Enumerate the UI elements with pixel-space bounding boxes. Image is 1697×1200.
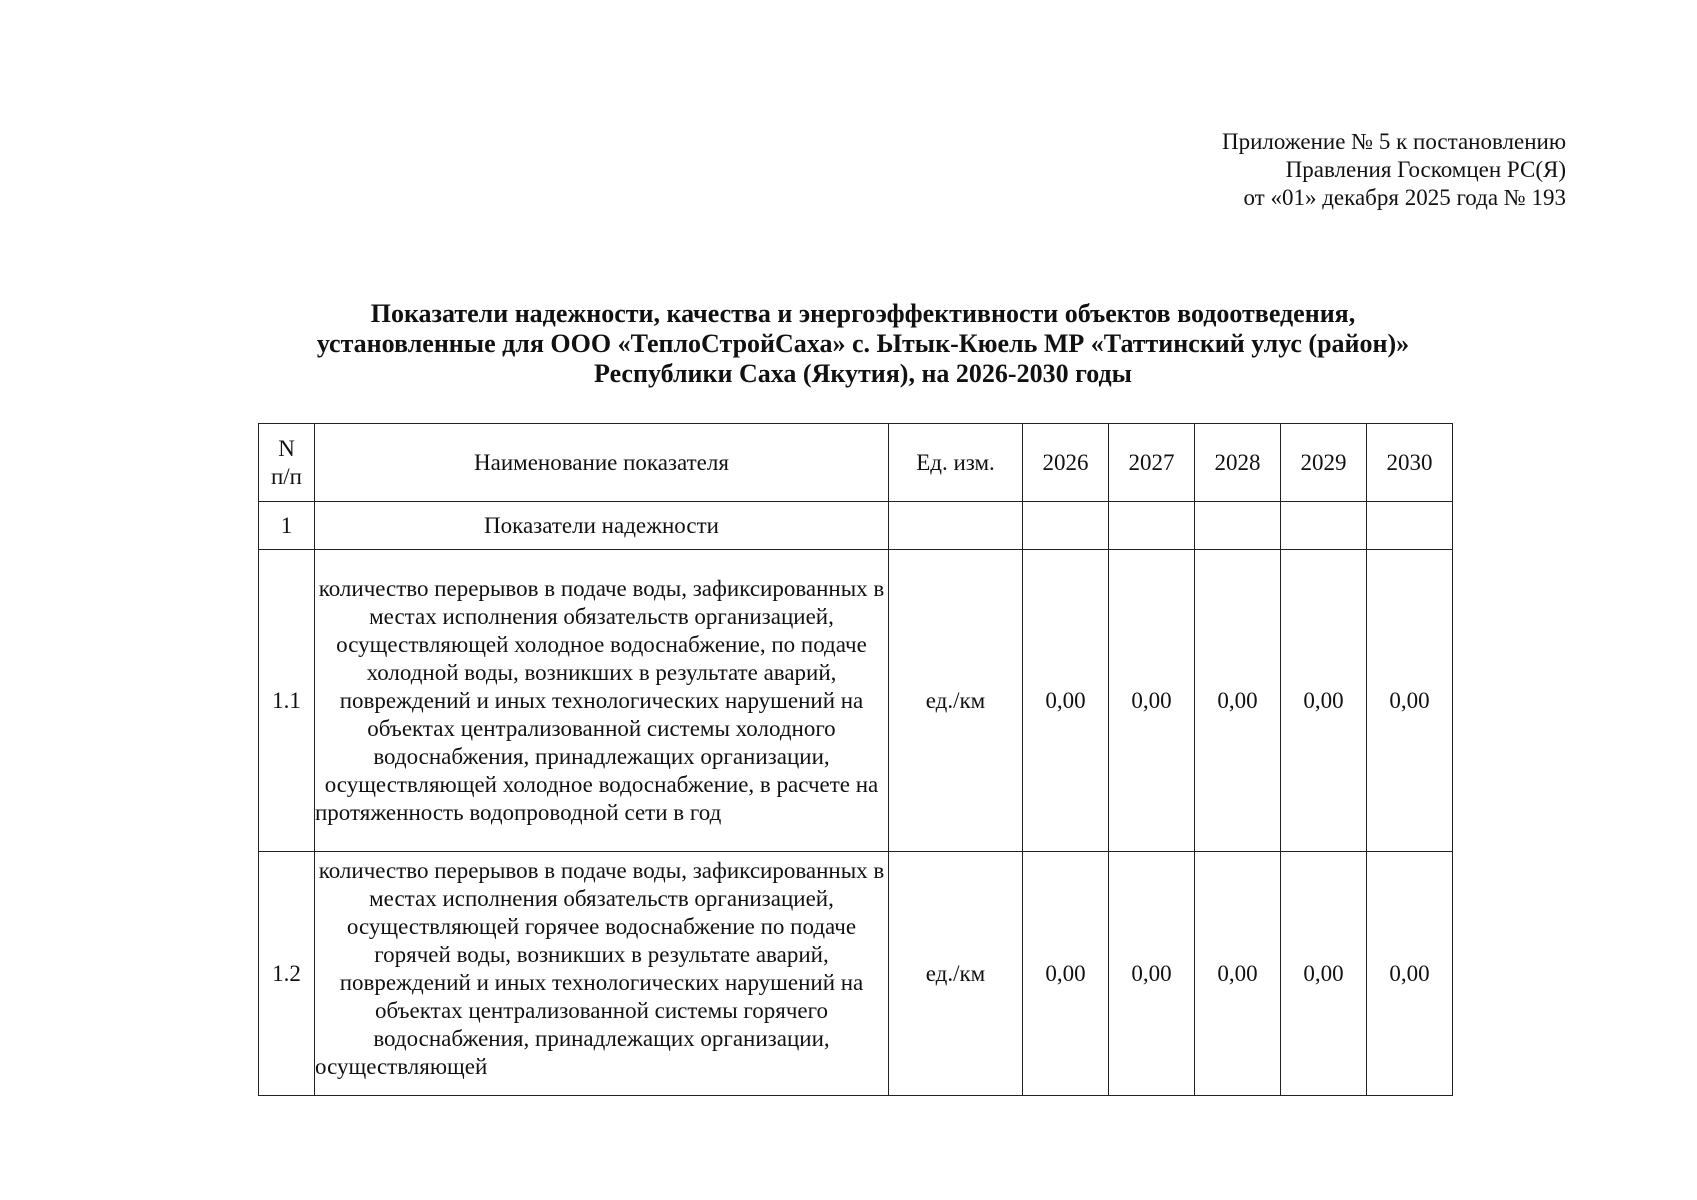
value-2027: 0,00: [1109, 550, 1195, 852]
document-title: [258, 299, 1468, 389]
section-row: [259, 502, 1453, 550]
section-number: 1: [259, 502, 315, 550]
header-unit: Ед. изм.: [889, 424, 1023, 502]
section-empty-cell: [1281, 502, 1367, 550]
appendix-reference: [1222, 128, 1566, 212]
section-empty-cell: [889, 502, 1023, 550]
table-row: [259, 550, 1453, 852]
header-number-line-2: п/п: [270, 463, 302, 489]
table-row: [259, 852, 1453, 1096]
value-2029: 0,00: [1281, 852, 1367, 1096]
header-year-2029: 2029: [1281, 424, 1367, 502]
table-header-row: [259, 424, 1453, 502]
section-empty-cell: [1195, 502, 1281, 550]
unit-cell: ед./км: [889, 852, 1023, 1096]
section-empty-cell: [1109, 502, 1195, 550]
header-indicator-name: Наименование показателя: [315, 424, 889, 502]
appendix-line-3: от «01» декабря 2025 года № 193: [1243, 185, 1566, 210]
header-year-2026: 2026: [1023, 424, 1109, 502]
section-empty-cell: [1023, 502, 1109, 550]
header-year-2027: 2027: [1109, 424, 1195, 502]
indicators-table: [258, 423, 1453, 1096]
unit-cell: ед./км: [889, 550, 1023, 852]
value-2026: 0,00: [1023, 852, 1109, 1096]
value-2030: 0,00: [1367, 852, 1453, 1096]
appendix-line-1: Приложение № 5 к постановлению: [1221, 129, 1566, 154]
row-number: 1.1: [259, 550, 315, 852]
header-year-2030: 2030: [1367, 424, 1453, 502]
title-line-3: Республики Саха (Якутия), на 2026-2030 годы: [594, 359, 1132, 388]
section-empty-cell: [1367, 502, 1453, 550]
indicator-description: количество перерывов в подаче воды, зафиксированных в местах исполнения обязательств организацией, осуществляющей горячее водоснабжение по подаче горячей воды, возникших в результате аварий, повреждений и иных технологических нарушений на объектах централизованной системы горячего водоснабжения, принадлежащих организации, осуществляющей: [315, 857, 885, 1079]
value-2026: 0,00: [1023, 550, 1109, 852]
value-2027: 0,00: [1109, 852, 1195, 1096]
indicator-description-cell: [315, 852, 889, 1096]
value-2028: 0,00: [1195, 852, 1281, 1096]
header-year-2028: 2028: [1195, 424, 1281, 502]
value-2028: 0,00: [1195, 550, 1281, 852]
header-number: [259, 424, 315, 502]
title-line-1: Показатели надежности, качества и энергоэффективности объектов водоотведения,: [370, 299, 1356, 328]
header-number-line-1: N: [278, 435, 295, 461]
appendix-line-2: Правления Госкомцен РС(Я): [1285, 157, 1566, 182]
title-line-2: установленные для ООО «ТеплоСтройСаха» с. Ытык-Кюель МР «Таттинский улус (район)»: [316, 329, 1410, 358]
section-name: Показатели надежности: [315, 502, 889, 550]
value-2029: 0,00: [1281, 550, 1367, 852]
value-2030: 0,00: [1367, 550, 1453, 852]
indicator-description: количество перерывов в подаче воды, зафиксированных в местах исполнения обязательств организацией, осуществляющей холодное водоснабжение, по подаче холодной воды, возникших в результате аварий, повреждений и иных технологических нарушений на объектах централизованной системы холодного водоснабжения, принадлежащих организации, осуществляющей холодное водоснабжение, в расчете на протяженность водопроводной сети в год: [315, 550, 889, 852]
row-number: 1.2: [259, 852, 315, 1096]
